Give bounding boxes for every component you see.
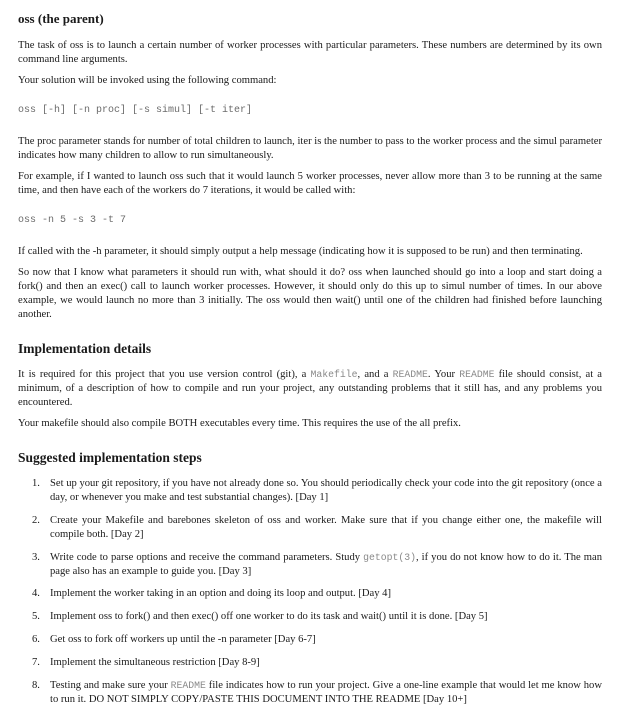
step-text: file indicates how to run your project. Give a one-line example that would let me know how to run it. DO NOT SIMPLY COPY/PASTE THIS DOCUMENT INTO THE README [Day 10+] <box>50 680 602 706</box>
steps-list <box>18 477 602 708</box>
list-item <box>18 587 602 601</box>
step-number: 4. <box>32 588 40 600</box>
readme-code-2: README <box>459 368 495 380</box>
list-item <box>18 679 602 707</box>
heading-steps: Suggested implementation steps <box>18 449 202 465</box>
step-text: Testing and make sure your <box>50 680 171 692</box>
impl-text-c: . Your <box>427 368 460 380</box>
step-number: 2. <box>32 514 40 526</box>
step-number: 5. <box>32 611 40 623</box>
step-text: Implement the worker taking in an option and doing its loop and output. [Day 4] <box>50 588 391 600</box>
readme-code-3: README <box>170 680 206 692</box>
heading-implementation: Implementation details <box>18 341 152 357</box>
getopt-code: getopt(3) <box>363 551 417 563</box>
list-item <box>18 656 602 670</box>
list-item <box>18 477 602 505</box>
list-item <box>18 514 602 542</box>
impl-text-a: It is required for this project that you use version control (git), a <box>18 368 311 380</box>
step-number: 7. <box>32 657 40 669</box>
impl-paragraph-2: Your makefile should also compile BOTH executables every time. This requires the use of the all prefix. <box>18 417 461 429</box>
param-description: The proc parameter stands for number of total children to launch, iter is the number to pass to the worker process and the simul parameter indicates how many children to allow to run simultaneously. <box>18 136 602 162</box>
step-text: Implement the simultaneous restriction [Day 8-9] <box>50 657 260 669</box>
command-usage: oss [-h] [-n proc] [-s simul] [-t iter] <box>18 105 253 117</box>
impl-text-d: file should consist, at a minimum, of a description of how to compile and run your project, any outstanding problems that it still has, and any problems you encountered. <box>18 368 602 408</box>
step-number: 8. <box>32 680 40 692</box>
step-text: , if you do not know how to do it. The man page also has an example to guide you. [Day 3] <box>50 551 603 577</box>
intro-paragraph-1: The task of oss is to launch a certain number of worker processes with particular parameters. These numbers are determined by its own command line arguments. <box>18 40 602 66</box>
step-text: Implement oss to fork() and then exec() off one worker to do its task and wait() until it is done. [Day 5] <box>50 611 488 623</box>
step-text: Create your Makefile and barebones skeleton of oss and worker. Make sure that if you change either one, the makefile will compile both. [Day 2] <box>50 514 602 540</box>
step-text: Write code to parse options and receive the command parameters. Study <box>50 551 364 563</box>
makefile-code: Makefile <box>310 368 358 380</box>
heading-parent: oss (the parent) <box>18 11 104 26</box>
impl-paragraph-1 <box>18 368 602 410</box>
list-item <box>18 610 602 624</box>
help-description: If called with the -h parameter, it should simply output a help message (indicating how it is supposed to be run) and then terminating. <box>18 246 583 258</box>
list-item <box>18 633 602 647</box>
step-text: Get oss to fork off workers up until the -n parameter [Day 6-7] <box>50 634 316 646</box>
intro-paragraph-2: Your solution will be invoked using the following command: <box>18 75 277 87</box>
list-item <box>18 551 602 579</box>
step-text: Set up your git repository, if you have not already done so. You should periodically check your code into the git repository (once a day, or whenever you make and test substantial changes). [Day 1] <box>50 477 602 503</box>
step-number: 1. <box>32 477 40 489</box>
example-description: For example, if I wanted to launch oss such that it would launch 5 worker processes, never allow more than 3 to be running at the same time, and then have each of the workers do 7 iterations, it would be called with: <box>18 171 602 197</box>
step-number: 3. <box>32 551 40 563</box>
command-example: oss -n 5 -s 3 -t 7 <box>18 215 127 227</box>
step-number: 6. <box>32 634 40 646</box>
loop-description: So now that I know what parameters it should run with, what should it do? oss when launched should go into a loop and start doing a fork() and then an exec() call to launch worker processes. However, it should only do this up to simul number of times. In our above example, we would launch no more than 3 initially. The oss would then wait() until one of the children had finished before launching another. <box>18 267 602 321</box>
impl-text-b: , and a <box>357 368 393 380</box>
readme-code: README <box>392 368 428 380</box>
